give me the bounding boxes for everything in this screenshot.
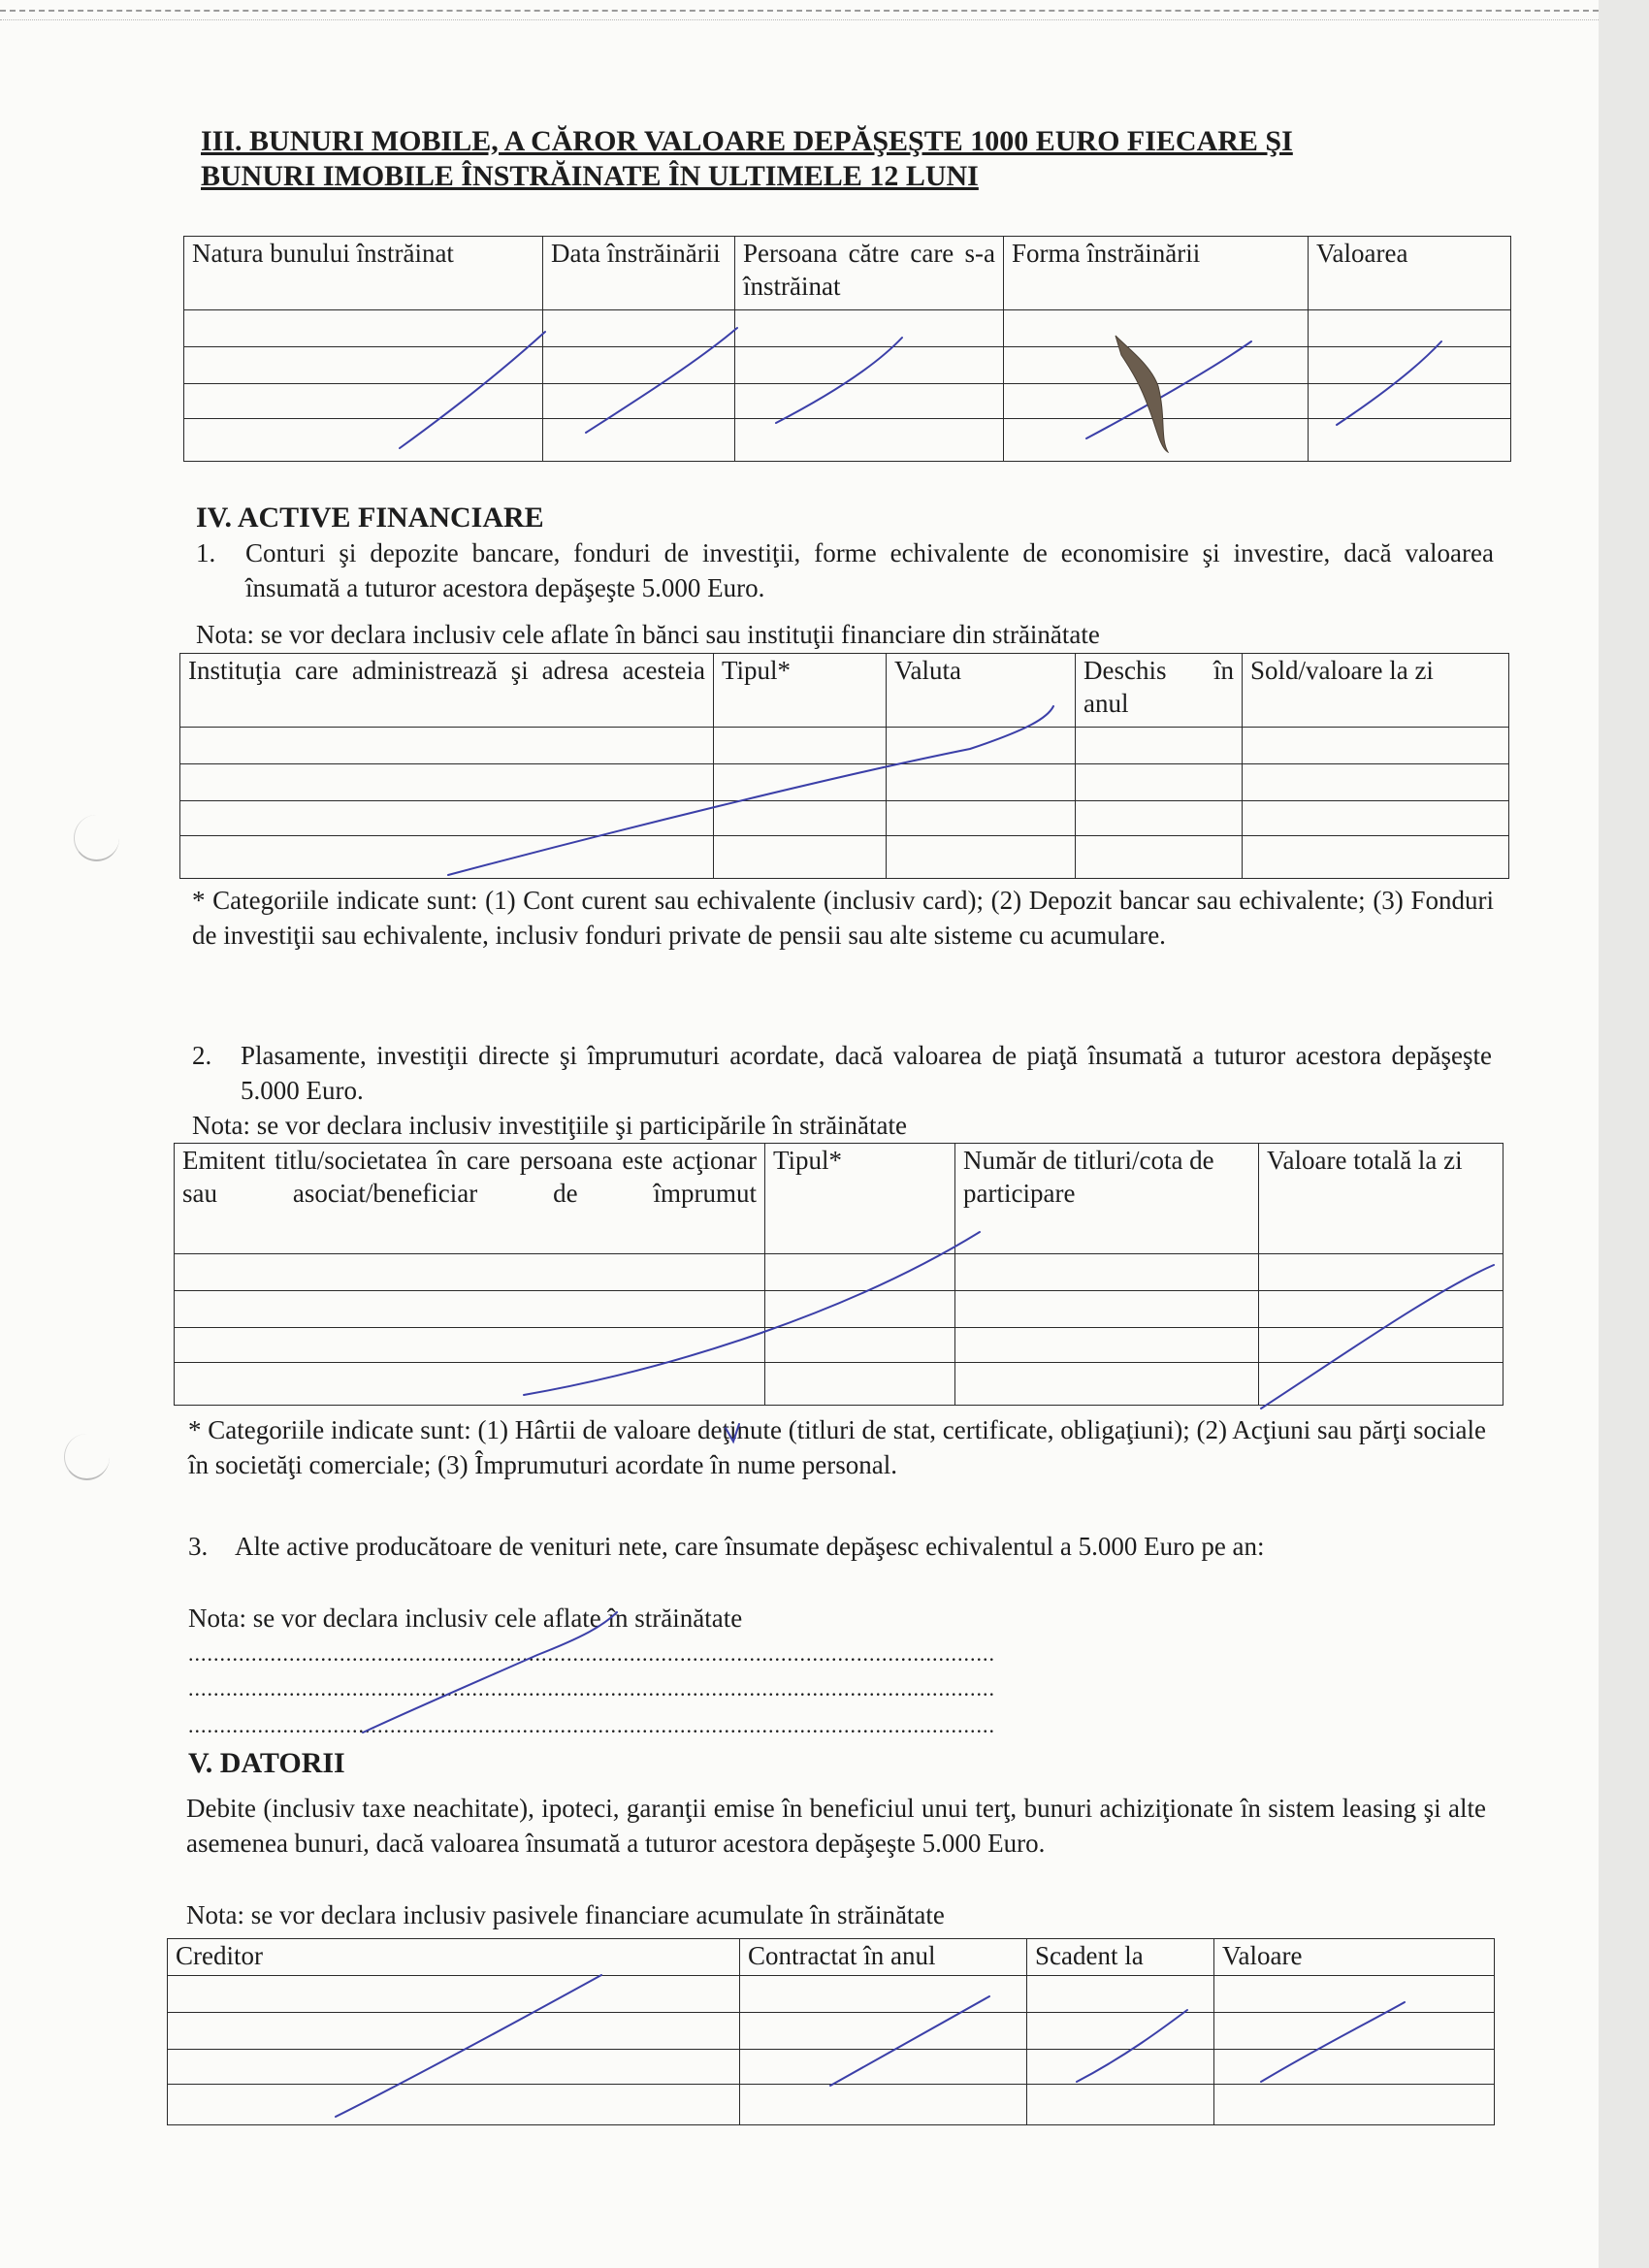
col-header: Valuta: [887, 654, 1076, 728]
col-header: Tipul*: [714, 654, 887, 728]
table-row: [180, 728, 1509, 764]
item-3-note: Nota: se vor declara inclusiv cele aflate în străinătate: [188, 1604, 743, 1633]
table-row: [168, 2013, 1495, 2050]
table-header-row: [175, 1144, 1504, 1254]
col-header: Emitent titlu/societatea în care persoana este acţionar sau asociat/beneficiar de împrumut: [175, 1144, 765, 1254]
col-header: Deschis în anul: [1076, 654, 1243, 728]
col-header: Contractat în anul: [740, 1939, 1027, 1976]
col-header: Forma înstrăinării: [1004, 237, 1309, 310]
scan-top-edge: [0, 10, 1599, 20]
col-header: Sold/valoare la zi: [1243, 654, 1509, 728]
table-row: [175, 1328, 1504, 1363]
item-3-number: 3.: [188, 1532, 209, 1561]
section-3-title-line2: BUNURI IMOBILE ÎNSTRĂINATE ÎN ULTIMELE 12 LUNI: [201, 160, 979, 192]
dotted-line: ................................................................................................................................: [188, 1713, 995, 1737]
item-1-note: Nota: se vor declara inclusiv cele aflate în bănci sau instituţii financiare din străinătate: [196, 620, 1100, 649]
table-row: [184, 347, 1511, 384]
section-5-text: Debite (inclusiv taxe neachitate), ipoteci, garanţii emise în beneficiul unui terţ, bunuri achiziţionate în sistem leasing şi alte asemenea bunuri, dacă valoarea însumată a tuturor acestora depăşeşte 5.000 Euro.: [186, 1794, 1486, 1858]
col-header: Natura bunului înstrăinat: [184, 237, 543, 310]
item-2-text: Plasamente, investiţii directe şi împrumuturi acordate, dacă valoarea de piaţă însumată a tuturor acestora depăşeşte 5.000 Euro.: [241, 1041, 1492, 1105]
item-2-footnote: * Categoriile indicate sunt: (1) Hârtii de valoare deţinute (titluri de stat, certificate, obligaţiuni); (2) Acţiuni sau părţi sociale în societăţi comerciale; (3) Împrumuturi acordate în nume personal.: [188, 1415, 1486, 1479]
punch-hole: [64, 1434, 110, 1480]
section-4-title: IV. ACTIVE FINANCIARE: [196, 502, 544, 534]
section-5-note: Nota: se vor declara inclusiv pasivele financiare acumulate în străinătate: [186, 1900, 945, 1929]
col-header: Creditor: [168, 1939, 740, 1976]
table-row: [184, 384, 1511, 419]
table-row: [168, 2085, 1495, 2125]
table-row: [180, 764, 1509, 801]
table-row: [180, 801, 1509, 836]
page-edge: [1599, 0, 1649, 2268]
table-debts: [167, 1938, 1495, 2125]
table-row: [175, 1363, 1504, 1406]
section-5-title: V. DATORII: [188, 1747, 345, 1779]
table-row: [184, 419, 1511, 462]
col-header: Persoana către care s-a înstrăinat: [735, 237, 1004, 310]
table-header-row: [184, 237, 1511, 310]
table-row: [184, 310, 1511, 347]
section-3-title-line1: III. BUNURI MOBILE, A CĂROR VALOARE DEPĂŞEŞTE 1000 EURO FIECARE ŞI: [201, 125, 1293, 157]
table-row: [175, 1254, 1504, 1291]
col-header: Număr de titluri/cota de participare: [955, 1144, 1259, 1254]
table-bank-accounts: [179, 653, 1509, 879]
dotted-line: ................................................................................................................................: [188, 1641, 995, 1666]
col-header: Instituţia care administrează şi adresa acesteia: [180, 654, 714, 728]
table-row: [168, 2050, 1495, 2085]
table-header-row: [180, 654, 1509, 728]
item-3-text: Alte active producătoare de venituri nete, care însumate depăşesc echivalentul a 5.000 Euro pe an:: [235, 1532, 1265, 1561]
dotted-line: ................................................................................................................................: [188, 1676, 995, 1701]
col-header: Valoare totală la zi: [1259, 1144, 1504, 1254]
table-header-row: [168, 1939, 1495, 1976]
col-header: Tipul*: [765, 1144, 955, 1254]
table-row: [175, 1291, 1504, 1328]
table-investments: [174, 1143, 1504, 1406]
item-2-note: Nota: se vor declara inclusiv investiţiile şi participările în străinătate: [192, 1111, 908, 1140]
item-2-number: 2.: [192, 1041, 212, 1070]
item-1-text: Conturi şi depozite bancare, fonduri de investiţii, forme echivalente de economisire şi investire, dacă valoarea însumată a tuturor acestora depăşeşte 5.000 Euro.: [245, 538, 1494, 602]
item-1-footnote: * Categoriile indicate sunt: (1) Cont curent sau echivalente (inclusiv card); (2) Depozit bancar sau echivalente; (3) Fonduri de investiţii sau echivalente, inclusiv fonduri private de pensii sau alte sisteme cu acumulare.: [192, 886, 1494, 950]
col-header: Valoare: [1214, 1939, 1495, 1976]
col-header: Valoarea: [1309, 237, 1511, 310]
col-header: Data înstrăinării: [543, 237, 735, 310]
table-alienated-goods: [183, 236, 1511, 462]
table-row: [168, 1976, 1495, 2013]
table-row: [180, 836, 1509, 879]
item-1-number: 1.: [196, 538, 216, 567]
col-header: Scadent la: [1027, 1939, 1214, 1976]
punch-hole: [74, 815, 119, 861]
